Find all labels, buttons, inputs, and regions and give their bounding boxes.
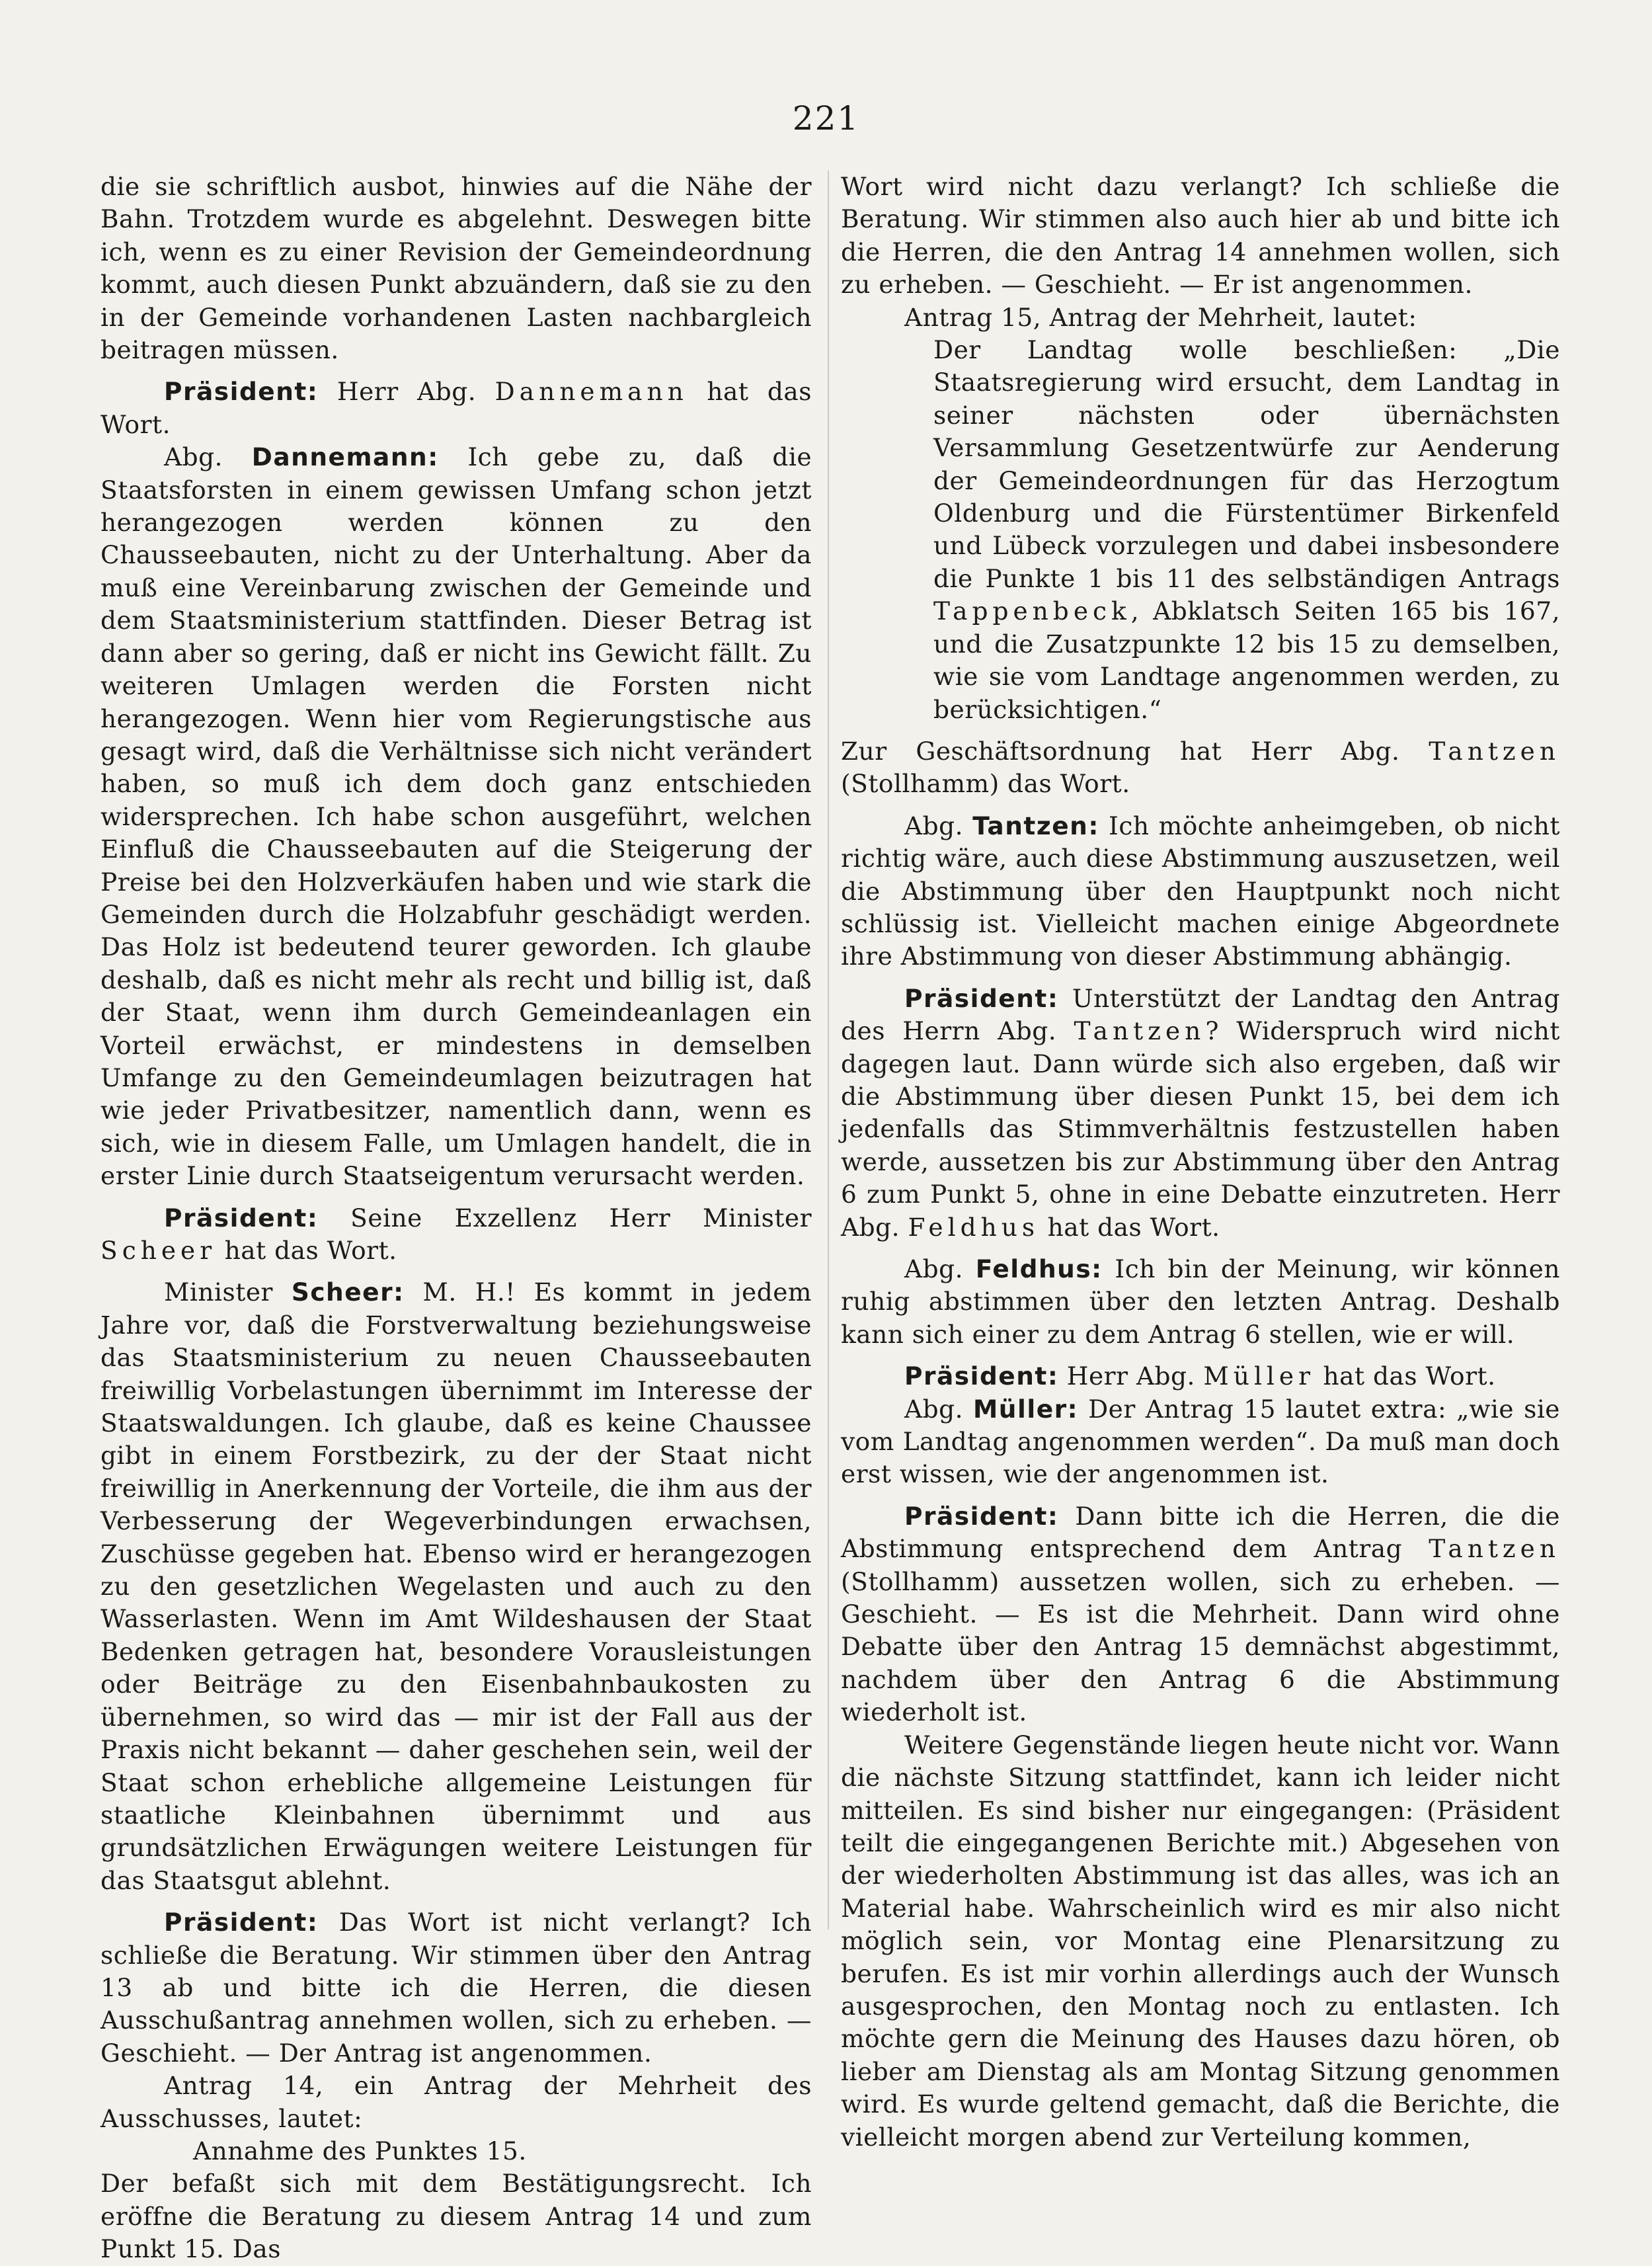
person-name: Dannemann [494, 377, 688, 407]
text: hat das Wort. [224, 1236, 397, 1265]
paragraph [841, 1500, 1560, 1729]
text: M. H.! Es kommt in jedem Jahre vor, daß die Forstverwaltung beziehungsweise das Staatsministerium zu neuen Chausseebauten freiwillig Vorbelastungen übernimmt im Interesse der Staatswaldungen. Ich glaube, daß es keine Chaussee gibt in einem Forstbezirk, zu der der Staat nicht freiwillig in Anerkennung der Vorteile, die ihm aus der Verbesserung der Wegeverbindungen erwachsen, Zuschüsse gegeben hat. Ebenso wird er herangezogen zu den gesetzlichen Wegelasten und auch zu den Wasserlasten. Wenn im Amt Wildeshausen der Staat Bedenken getragen hat, besondere Vorausleistungen oder Beiträge zu den Eisenbahnbaukosten zu übernehmen, so wird das — mir ist der Fall aus der Praxis nicht bekannt — daher geschehen sein, weil der Staat schon erhebliche allgemeine Leistungen für staatliche Kleinbahnen übernimmt und aus grundsätzlichen Erwägungen weitere Leistungen für das Staatsgut ablehnt. [100, 1277, 812, 1895]
text: Der Antrag 15 lautet extra: „wie sie vom Landtag angenommen werden“. Da muß man doch erst wissen, wie der angenommen ist. [841, 1394, 1561, 1489]
paragraph [841, 983, 1560, 1244]
text: Abg. [904, 811, 964, 840]
paragraph: Wort wird nicht dazu verlangt? Ich schließe die Beratung. Wir stimmen also auch hier ab und bitte ich die Herren, die den Antrag 14 annehmen wollen, sich zu erheben. — Geschieht. — Er ist angenommen. [841, 172, 1560, 300]
paragraph [100, 376, 812, 441]
text: Herr Abg. [336, 377, 477, 407]
paragraph [841, 1253, 1560, 1351]
paragraph [100, 1202, 812, 1268]
paragraph [100, 441, 812, 1192]
person-name: Müller [1203, 1361, 1316, 1391]
speaker-label: Präsident: [164, 1203, 319, 1233]
text: Unterstützt der Landtag den Antrag des Herrn Abg. [841, 983, 1560, 1046]
text: Minister [164, 1277, 273, 1307]
speaker-label: Präsident: [904, 1501, 1059, 1531]
person-name: Tantzen [1074, 1016, 1206, 1046]
paragraph: die sie schriftlich ausbot, hinwies auf die Nähe der Bahn. Trotzdem wurde es abgelehnt. Deswegen bitte ich, wenn es zu einer Revision der Gemeindeordnung kommt, auch diesen Punkt abzuändern, daß sie zu den in der Gemeinde vorhandenen Lasten nachbargleich beitragen müssen. [100, 172, 812, 365]
left-column [100, 171, 812, 2266]
paragraph [100, 1906, 812, 2070]
speaker-label: Tantzen: [972, 811, 1099, 840]
speaker-label: Müller: [972, 1394, 1079, 1424]
quoted-motion [933, 334, 1560, 726]
text: Der Landtag wolle beschließen: „Die Staatsregierung wird ersucht, dem Landtag in seiner nächsten oder übernächsten Versammlung Gesetzentwürfe zur Aenderung der Gemeindeordnungen für das Herzogtum Oldenburg und die Fürstentümer Birkenfeld und Lübeck vorzulegen und dabei insbesondere die Punkte 1 bis 11 des selbständigen Antrags [933, 335, 1560, 593]
paragraph [841, 1360, 1560, 1393]
speaker-label: Scheer: [291, 1277, 405, 1307]
speaker-label: Präsident: [904, 983, 1059, 1013]
text: hat das Wort. [1047, 1212, 1220, 1242]
text: , Abklatsch Seiten 165 bis 167, und die Zusatzpunkte 12 bis 15 zu demselben, wie sie vom Landtage angenommen werden, zu berücksichtigen.“ [933, 596, 1560, 724]
text: Abg. [164, 442, 223, 472]
text: Ich gebe zu, daß die Staatsforsten in einem gewissen Umfang schon jetzt herangezogen werden können zu den Chausseebauten, nicht zu der Unterhaltung. Aber da muß eine Vereinbarung zwischen der Gemeinde und dem Staatsministerium stattfinden. Dieser Betrag ist dann aber so gering, daß er nicht ins Gewicht fällt. Zu weiteren Umlagen werden die Forsten nicht herangezogen. Wenn hier vom Regierungstische aus gesagt wird, daß die Verhältnisse sich nicht verändert haben, so muß ich dem doch ganz entschieden widersprechen. Ich habe schon ausgeführt, welchen Einfluß die Chausseebauten auf die Steigerung der Preise bei den Holzverkäufen haben und wie stark die Gemeinden durch die Holzabfuhr geschädigt werden. Das Holz ist bedeutend teurer geworden. Ich glaube deshalb, daß es nicht mehr als recht und billig ist, daß der Staat, wenn ihm durch Gemeindeanlagen ein Vorteil erwächst, er mindestens in demselben Umfange zu den Gemeindeumlagen beizutragen hat wie jeder Privatbesitzer, namentlich dann, wenn es sich, wie in diesem Falle, um Umlagen handelt, die in erster Linie durch Staatseigentum verursacht werden. [100, 442, 812, 1191]
person-name: Tantzen [1429, 1534, 1561, 1564]
text: Abg. [904, 1254, 964, 1283]
text: Zur Geschäftsordnung hat Herr Abg. [841, 736, 1400, 766]
text: Ich bin der Meinung, wir können ruhig abstimmen über den letzten Antrag. Deshalb kann sich einer zu dem Antrag 6 stellen, wie er will. [841, 1254, 1561, 1349]
speaker-label: Präsident: [904, 1361, 1059, 1391]
paragraph: Weitere Gegenstände liegen heute nicht vor. Wann die nächste Sitzung stattfindet, kann ich leider nicht mitteilen. Es sind bisher nur eingegangen: (Präsident teilt die eingegangenen Berichte mit.) Abgesehen von der wiederholten Abstimmung ist das alles, was ich an Material habe. Wahrscheinlich wird es mir also nicht möglich sein, vor Montag eine Plenarsitzung zu berufen. Es ist mir vorhin allerdings auch der Wunsch ausgesprochen, den Montag noch zu entlasten. Ich möchte gern die Meinung des Hauses dazu hören, ob lieber am Dienstag als am Montag Sitzung genommen wird. Es wurde geltend gemacht, daß die Berichte, die vielleicht morgen abend zur Verteilung kommen, [841, 1730, 1560, 2152]
paragraph [100, 1276, 812, 1897]
text: Das Wort ist nicht verlangt? Ich schließe die Beratung. Wir stimmen über den Antrag 13 ab und bitte ich die Herren, die diesen Ausschußantrag annehmen wollen, sich zu erheben. — Geschieht. — Der Antrag ist angenommen. [100, 1908, 812, 2068]
speaker-label: Präsident: [164, 1908, 319, 1937]
speaker-label: Dannemann: [251, 442, 439, 472]
person-name: Tappenbeck [933, 596, 1131, 626]
text: Dann bitte ich die Herren, die die Abstimmung entsprechend dem Antrag [841, 1501, 1561, 1564]
text: Herr Abg. [1066, 1361, 1195, 1391]
person-name: Feldhus [908, 1212, 1040, 1242]
text: (Stollhamm) das Wort. [841, 769, 1130, 799]
right-column [841, 171, 1560, 2154]
paragraph: Der befaßt sich mit dem Bestätigungsrecht. Ich eröffne die Beratung zu diesem Antrag 14 und zum Punkt 15. Das [100, 2169, 812, 2264]
paragraph: Annahme des Punktes 15. [193, 2136, 527, 2165]
paragraph: Antrag 14, ein Antrag der Mehrheit des Ausschusses, lautet: [100, 2071, 812, 2133]
person-name: Tantzen [1429, 736, 1561, 766]
speaker-label: Feldhus: [975, 1254, 1103, 1283]
text: ? Widerspruch wird nicht dagegen laut. Dann würde sich also ergeben, daß wir die Abstimmung über diesen Punkt 15, bei dem ich jedenfalls das Stimmverhältnis festzustellen haben werde, aussetzen bis zur Abstimmung über den Antrag 6 zum Punkt 5, ohne in eine Debatte einzutreten. Herr Abg. [841, 1016, 1560, 1242]
paragraph [841, 1393, 1560, 1491]
text: hat das Wort. [100, 377, 812, 439]
text: Abg. [904, 1394, 964, 1424]
paragraph [841, 735, 1560, 801]
text: Ich möchte anheimgeben, ob nicht richtig wäre, auch diese Abstimmung auszusetzen, weil die Abstimmung über den Hauptpunkt noch nicht schlüssig ist. Vielleicht machen einige Abgeordnete ihre Abstimmung von dieser Abstimmung abhängig. [841, 811, 1561, 971]
text: (Stollhamm) aussetzen wollen, sich zu erheben. — Geschieht. — Es ist die Mehrheit. Dann wird ohne Debatte über den Antrag 15 demnächst abgestimmt, nachdem über den Antrag 6 die Abstimmung wiederholt ist. [841, 1566, 1560, 1727]
page-number: 221 [792, 99, 860, 138]
text: Seine Exzellenz Herr Minister [350, 1203, 812, 1233]
person-name: Scheer [100, 1236, 217, 1265]
speaker-label: Präsident: [164, 377, 319, 407]
paragraph [841, 810, 1560, 973]
column-divider [828, 171, 829, 1929]
paragraph: Antrag 15, Antrag der Mehrheit, lautet: [904, 302, 1417, 332]
text: hat das Wort. [1323, 1361, 1496, 1391]
